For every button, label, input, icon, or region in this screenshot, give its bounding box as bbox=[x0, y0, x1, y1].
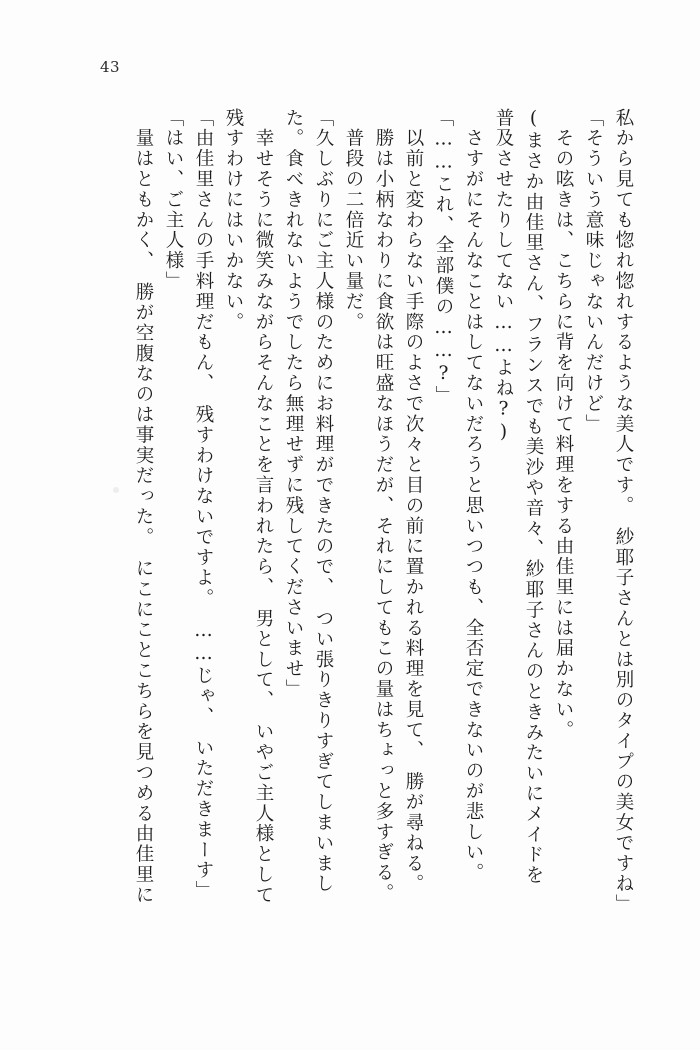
page-number: 43 bbox=[100, 58, 121, 76]
text-line: 「……これ、全部僕の……?」 bbox=[433, 108, 454, 407]
text-line: 「由佳里さんの手料理だもん、 残すわけないですよ。 ……じゃ、 いただきまーす」 bbox=[193, 108, 214, 902]
text-line: 残すわけにはいかない。 bbox=[223, 108, 244, 333]
text-line: 「久しぶりにご主人様のためにお料理ができたので、 つい張りきりすぎてしまいまし bbox=[313, 108, 334, 895]
text-line: さすがにそんなことはしてないだろうと思いつつも、全否定できないのが悲しい。 bbox=[463, 108, 484, 884]
text-line: 普段の二倍近い量だ。 bbox=[343, 108, 364, 333]
text-line: 「はい、ご主人様」 bbox=[163, 108, 184, 292]
text-line: 私から見ても惚れ惚れするような美人です。 紗耶子さんとは別のタイプの美女ですね」 bbox=[613, 108, 634, 915]
text-line: その呟きは、こちらに背を向けて料理をする由佳里には届かない。 bbox=[553, 108, 574, 741]
vertical-text-body bbox=[62, 108, 638, 988]
text-line: 普及させたりしてない……よね?) bbox=[493, 108, 514, 445]
text-line: 勝は小柄なわりに食欲は旺盛なほうだが、それにしてもこの量はちょっと多すぎる。 bbox=[373, 108, 394, 904]
text-line: た。食べきれないようでしたら無理せずに残してくださいませ」 bbox=[283, 108, 304, 700]
text-line: 以前と変わらない手際のよさで次々と目の前に置かれる料理を見て、 勝が尋ねる。 bbox=[403, 108, 424, 895]
text-line: 幸せそうに微笑みながらそんなことを言われたら、 男として、 いやご主人様として bbox=[253, 108, 274, 906]
text-line: 量はともかく、 勝が空腹なのは事実だった。 にこにことこちらを見つめる由佳里に bbox=[133, 108, 154, 906]
text-line: 「そういう意味じゃないんだけど」 bbox=[583, 108, 604, 435]
text-line: (まさか由佳里さん、フランスでも美沙や音々、紗耶子さんのときみたいにメイドを bbox=[523, 108, 544, 886]
